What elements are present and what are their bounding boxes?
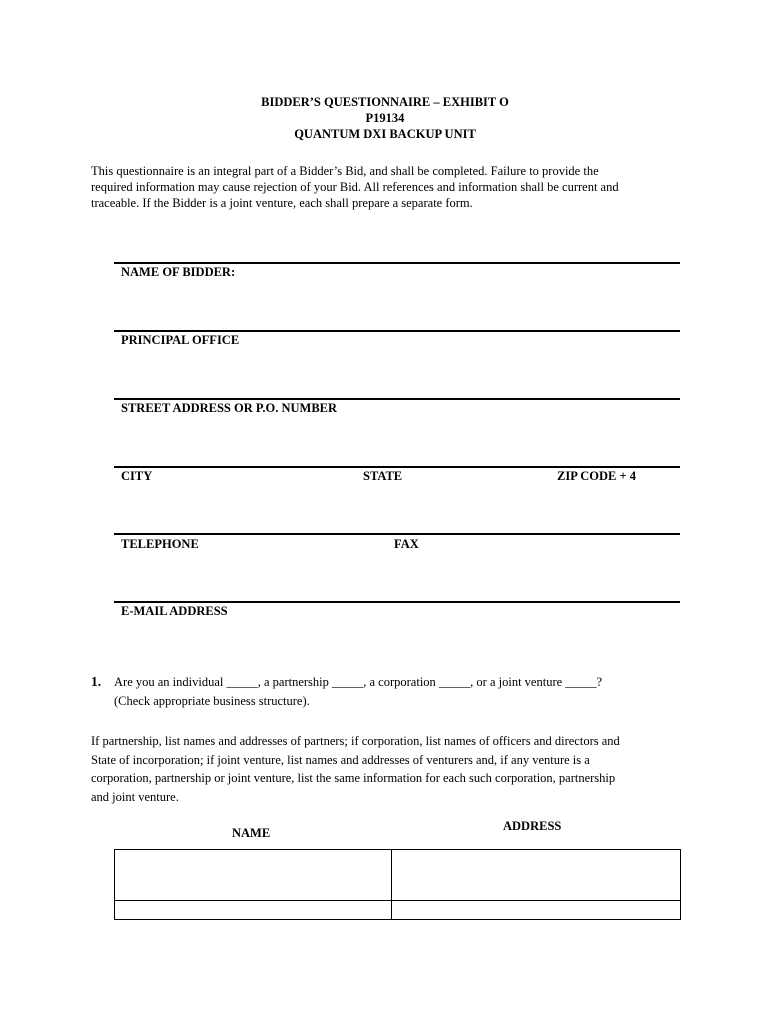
question-number: 1. (91, 674, 102, 689)
name-cell[interactable] (115, 901, 392, 920)
state-label: STATE (363, 469, 403, 483)
instructions-paragraph (91, 732, 691, 806)
intro-line: This questionnaire is an integral part of a Bidder’s Bid, and shall be completed. Failure to provide the (91, 164, 599, 178)
instructions-line: State of incorporation; if joint venture, list names and addresses of venturers and, if any venture is a (91, 752, 590, 767)
document-number: P19134 (365, 111, 405, 125)
principal-office-label: PRINCIPAL OFFICE (121, 333, 240, 347)
document-subtitle: QUANTUM DXI BACKUP UNIT (294, 127, 476, 141)
instructions-line: If partnership, list names and addresses of partners; if corporation, list names of officers and directors and (91, 734, 620, 748)
field-rule (114, 398, 680, 400)
intro-line: traceable. If the Bidder is a joint venture, each shall prepare a separate form. (91, 196, 473, 210)
partners-table (114, 849, 681, 920)
field-rule (114, 466, 680, 468)
table-row (115, 901, 681, 920)
document-title: BIDDER’S QUESTIONNAIRE – EXHIBIT O (261, 95, 509, 109)
name-cell[interactable] (115, 850, 392, 901)
street-address-label: STREET ADDRESS OR P.O. NUMBER (121, 401, 338, 415)
intro-line: required information may cause rejection of your Bid. All references and information shall be current and (91, 180, 619, 194)
table-row (115, 850, 681, 901)
telephone-label: TELEPHONE (121, 537, 199, 551)
instructions-line: corporation, partnership or joint venture, list the same information for each such corporation, partnership (91, 771, 616, 785)
address-column-header: ADDRESS (503, 819, 562, 833)
name-of-bidder-label: NAME OF BIDDER: (121, 265, 236, 279)
instructions-line: and joint venture. (91, 789, 179, 804)
address-cell[interactable] (392, 850, 681, 901)
intro-paragraph (91, 163, 691, 211)
zip-code-label: ZIP CODE + 4 (557, 469, 637, 483)
city-label: CITY (121, 469, 153, 483)
name-column-header: NAME (232, 826, 271, 840)
fax-label: FAX (394, 537, 419, 551)
email-address-label: E-MAIL ADDRESS (121, 604, 228, 618)
field-rule (114, 262, 680, 264)
field-rule (114, 601, 680, 603)
field-rule (114, 330, 680, 332)
question-hint: (Check appropriate business structure). (114, 694, 310, 708)
field-rule (114, 533, 680, 535)
question-text: Are you an individual _____, a partnership _____, a corporation _____, or a joint venture _____? (114, 675, 603, 689)
address-cell[interactable] (392, 901, 681, 920)
